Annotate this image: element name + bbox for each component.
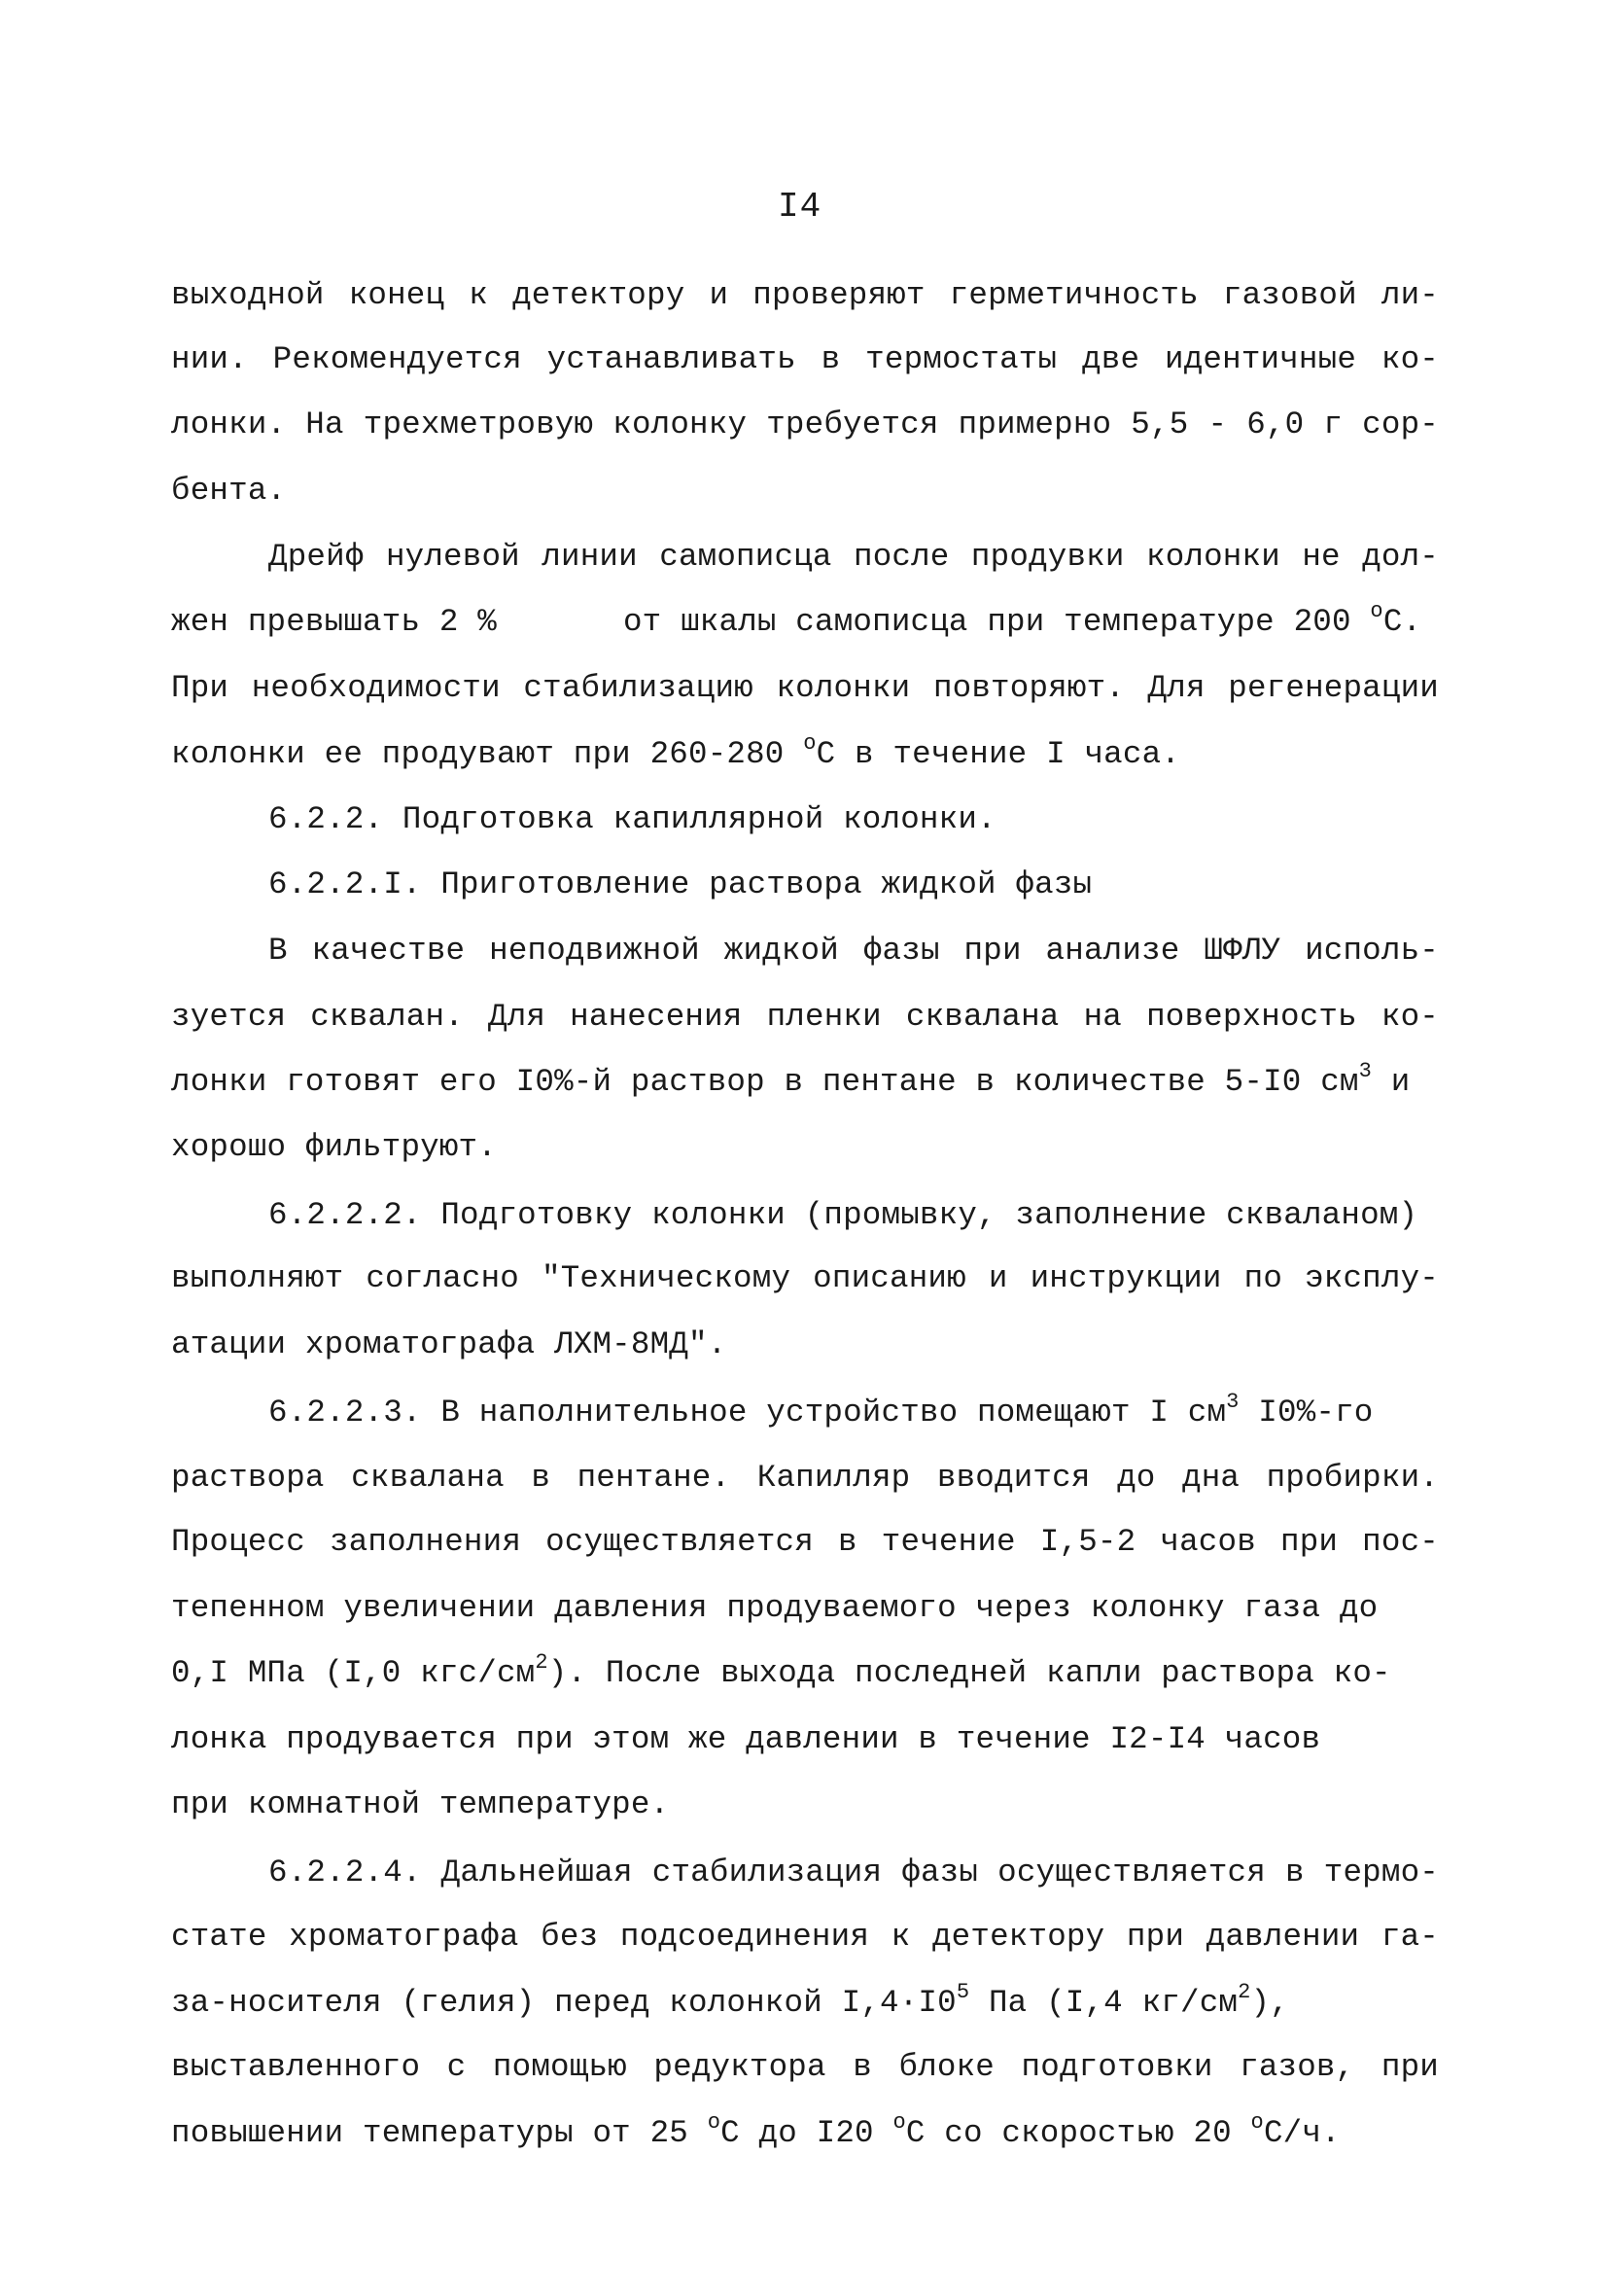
text-fragment: 0,I МПа (I,0 кгс/см [171, 1655, 536, 1691]
text-line: зуется сквалан. Для нанесения пленки сквалана на поверхность ко- [171, 999, 1439, 1035]
superscript: 5 [956, 1980, 970, 2004]
page-number: I4 [778, 187, 822, 227]
text-line: хорошо фильтруют. [171, 1129, 497, 1165]
text-line: при комнатной температуре. [171, 1786, 670, 1822]
text-fragment: С до I20 [720, 2115, 893, 2151]
text-fragment: за-носителя (гелия) перед колонкой I,4·I0 [171, 1985, 957, 2021]
superscript: 2 [535, 1650, 548, 1675]
text-line: бента. [171, 473, 287, 509]
paragraph-first-line: Дрейф нулевой линии самописца после продувки колонки не дол- [268, 539, 1439, 575]
text-fragment: С в течение I часа. [816, 736, 1180, 772]
degree-sign: о [1250, 2110, 1264, 2135]
text-line: тепенном увеличении давления продуваемого через колонку газа до [171, 1590, 1379, 1626]
text-line: лонка продувается при этом же давлении в течение I2-I4 часов [171, 1721, 1321, 1757]
text-fragment: лонки готовят его I0%-й раствор в пентане в количестве 5-I0 см [171, 1064, 1359, 1100]
degree-sign: о [892, 2110, 906, 2135]
superscript: 3 [1226, 1390, 1240, 1414]
text-line: нии. Рекомендуется устанавливать в термостаты две идентичные ко- [171, 341, 1439, 377]
text-fragment: С. [1382, 604, 1422, 640]
text-line [171, 2110, 1341, 2153]
paragraph-first-line: 6.2.2.4. Дальнейшая стабилизация фазы осуществляется в термо- [268, 1854, 1439, 1890]
text-fragment: колонки ее продувают при 260-280 [171, 736, 804, 772]
text-line [171, 1650, 1391, 1693]
text-line: выставленного с помощью редуктора в блоке подготовки газов, при [171, 2049, 1439, 2085]
paragraph-first-line [268, 1390, 1374, 1432]
text-fragment: повышении температуры от 25 [171, 2115, 708, 2151]
section-heading: 6.2.2. Подготовка капиллярной колонки. [268, 801, 996, 837]
paragraph-first-line: 6.2.2.2. Подготовку колонки (промывку, заполнение скваланом) [268, 1197, 1418, 1233]
text-line: лонки. На трехметровую колонку требуется примерно 5,5 - 6,0 г сор- [171, 406, 1439, 442]
text-fragment: жен превышать 2 % [171, 604, 497, 640]
text-fragment: 6.2.2.3. В наполнительное устройство помещают I см [268, 1395, 1227, 1431]
text-fragment: ), [1250, 1985, 1289, 2021]
degree-sign: о [1370, 599, 1383, 623]
text-fragment: I0%-го [1239, 1395, 1374, 1431]
section-heading: 6.2.2.I. Приготовление раствора жидкой фазы [268, 866, 1093, 902]
paragraph-first-line: В качестве неподвижной жидкой фазы при анализе ШФЛУ исполь- [268, 933, 1439, 969]
text-line: атации хроматографа ЛХМ-8МД". [171, 1326, 727, 1362]
text-line: Процесс заполнения осуществляется в течение I,5-2 часов при пос- [171, 1524, 1439, 1560]
text-line: стате хроматографа без подсоединения к детектору при давлении га- [171, 1919, 1439, 1955]
text-fragment: ). После выхода последней капли раствора ко- [547, 1655, 1391, 1691]
text-line: раствора сквалана в пентане. Капилляр вводится до дна пробирки. [171, 1460, 1439, 1496]
text-fragment: С со скоростью 20 [905, 2115, 1251, 2151]
text-line [171, 1980, 1289, 2023]
text-line [171, 599, 1422, 642]
text-line [171, 731, 1180, 774]
text-line: При необходимости стабилизацию колонки повторяют. Для регенерации [171, 670, 1439, 706]
superscript: 3 [1358, 1059, 1373, 1083]
text-fragment: С/ч. [1263, 2115, 1341, 2151]
text-fragment: Па (I,4 кг/см [969, 1985, 1239, 2021]
degree-sign: о [803, 731, 817, 756]
text-fragment: от шкалы самописца при температуре 200 [622, 604, 1371, 640]
text-line: выполняют согласно "Техническому описанию и инструкции по эксплу- [171, 1260, 1439, 1296]
degree-sign: о [707, 2110, 721, 2135]
text-fragment: и [1372, 1064, 1411, 1100]
superscript: 2 [1238, 1980, 1251, 2004]
text-line [171, 1059, 1411, 1102]
text-line: выходной конец к детектору и проверяют герметичность газовой ли- [171, 277, 1439, 313]
